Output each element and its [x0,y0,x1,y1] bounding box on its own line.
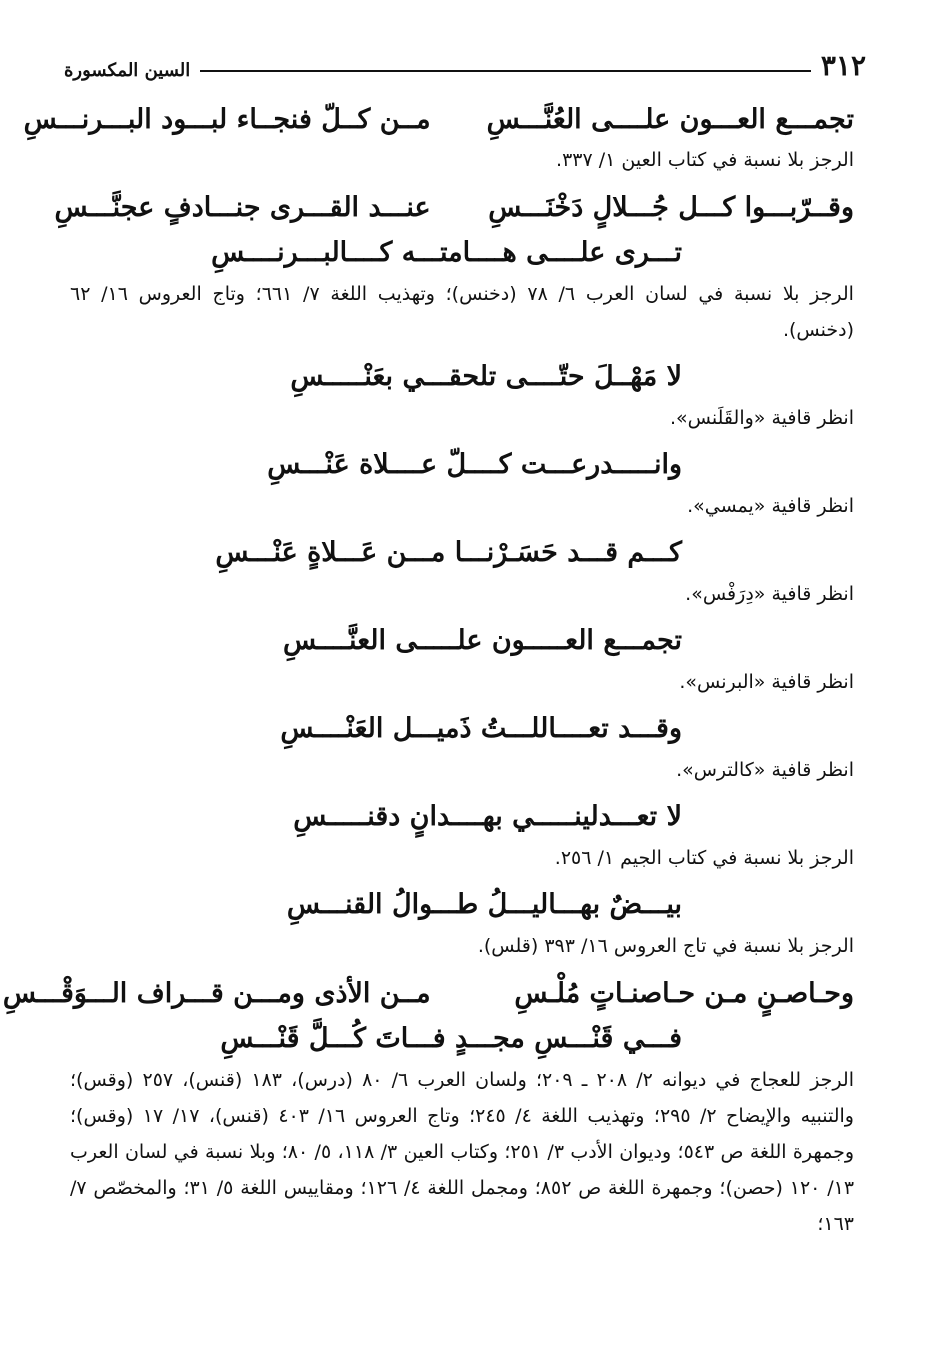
verse-second-hemistich: مــن كــلّ فنجــاء لبـــود البـــرنـــسِ [23,103,431,135]
source-note: الرجز للعجاج في ديوانه ٢/ ٢٠٨ ـ ٢٠٩؛ ولسان العرب ٦/ ٨٠ (درس)، ١٨٣ (قنس)، ٢٥٧ (وقس)؛ والتنبيه والإيضاح ٢/ ٢٩٥؛ وتهذيب اللغة ٤/ ٢٤٥؛ وتاج العروس ١٦/ ٤٠٣ (قنس)، ١٧/ ١٧ (وقس)؛ وجمهرة اللغة ص ٥٤٣؛ وديوان الأدب ٣/ ٢٥١؛ وكتاب العين ٣/ ١١٨، ٥/ ٨٠؛ وبلا نسبة في لسان العرب ١٣/ ١٢٠ (حصن)؛ وجمهرة اللغة ص ٨٥٢؛ ومجمل اللغة ٤/ ١٢٦؛ ومقاييس اللغة ٥/ ٣١؛ والمخصّص ٧/ ١٦٣؛ [70,1069,855,1235]
verse-second-hemistich: عنـــد القـــرى جنـــادفٍ عجنَّـــسِ [54,191,431,223]
verse-line: وقـــد تعــــاللـــتُ ذَميـــل العَنْــــسِ [280,713,682,744]
verse-line: لا تعـــدلينـــــي بهــــدانٍ دقنـــــسِ [293,801,682,832]
source-note: انظر قافية «دِرَفْس». [685,583,854,605]
page-number: ٣١٢ [820,49,866,82]
source-note: انظر قافية «كالترس». [676,759,854,781]
running-title: السين المكسورة [64,60,191,81]
verse-line: فـــي قَنْـــسِ مجـــدٍ فـــاتَ كُـــلَّ قَنْـــسِ [220,1023,682,1054]
verse-first-hemistich: وقــرّبـــوا كـــل جُـــلالٍ دَخْنَـــسِ [488,191,854,223]
verse-line: بيـــضٌ بهـــاليـــلُ طـــوالُ القنـــسِ [286,889,682,920]
verse-first-hemistich: تجمـــع العـــون علــــى العُنَّـــسِ [486,103,854,135]
page-header [64,40,866,80]
source-note: الرجز بلا نسبة في تاج العروس ١٦/ ٣٩٣ (قلس). [477,935,854,957]
verse-first-hemistich: وحـاصـنٍ مـن حـاصنـاتٍ مُلْـسِ [514,977,854,1009]
source-note: انظر قافية «يمسي». [687,495,854,517]
verse-line: تجمـــع العـــــون علـــــى العنَّــــسِ [282,625,682,656]
verse-line: لا مَهْــلَ حتّــــى تلحقـــي بعَنْـــــسِ [290,361,682,392]
verse-line: كـــم قـــد حَسَـرْنـــا مـــن عَـــلاةٍ عَنْـــسِ [215,537,682,568]
verse-second-hemistich: مــن الأذى ومـــن قـــراف الـــوَقْـــسِ [2,977,431,1009]
source-note: الرجز بلا نسبة في كتاب العين ١/ ٣٣٧. [556,149,854,171]
verse-couplet [54,184,854,230]
verse-couplet [2,970,854,1016]
source-note: الرجز بلا نسبة في لسان العرب ٦/ ٧٨ (دخنس)؛ وتهذيب اللغة ٧/ ٦٦١؛ وتاج العروس ١٦/ ٦٢ (دخنس). [70,283,854,341]
source-note: انظر قافية «والقَلَنس». [670,407,854,429]
verse-couplet [23,96,854,142]
source-note: انظر قافية «البرنس». [679,671,854,693]
verse-line: تـــرى علــــى هــــامتـــه كــــالبـــرنــــسِ [211,237,682,268]
page-body [2,96,855,1248]
header-rule [200,70,811,72]
source-note: الرجز بلا نسبة في كتاب الجيم ١/ ٢٥٦. [554,847,854,869]
verse-line: وانـــــدرعـــت كــــلّ عــــلاة عَنْـــسِ [267,449,682,480]
